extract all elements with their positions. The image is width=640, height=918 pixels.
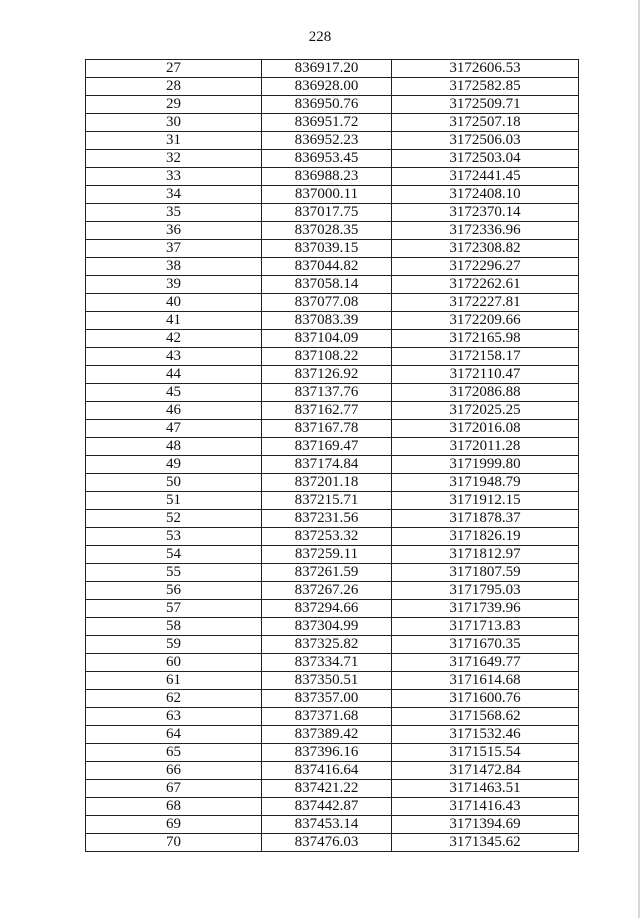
point-number-cell: 40: [86, 294, 262, 312]
table-row: [86, 258, 579, 276]
table-row: [86, 636, 579, 654]
x-coordinate-cell: 837231.56: [262, 510, 392, 528]
point-number-cell: 38: [86, 258, 262, 276]
point-number-cell: 43: [86, 348, 262, 366]
x-coordinate-cell: 837058.14: [262, 276, 392, 294]
x-coordinate-cell: 837261.59: [262, 564, 392, 582]
point-number-cell: 70: [86, 834, 262, 852]
x-coordinate-cell: 837371.68: [262, 708, 392, 726]
y-coordinate-cell: 3171472.84: [392, 762, 579, 780]
y-coordinate-cell: 3172158.17: [392, 348, 579, 366]
point-number-cell: 63: [86, 708, 262, 726]
x-coordinate-cell: 837167.78: [262, 420, 392, 438]
table-row: [86, 222, 579, 240]
point-number-cell: 61: [86, 672, 262, 690]
point-number-cell: 27: [86, 60, 262, 78]
table-row: [86, 420, 579, 438]
x-coordinate-cell: 837169.47: [262, 438, 392, 456]
table-row: [86, 168, 579, 186]
x-coordinate-cell: 837304.99: [262, 618, 392, 636]
x-coordinate-cell: 837017.75: [262, 204, 392, 222]
point-number-cell: 69: [86, 816, 262, 834]
table-row: [86, 456, 579, 474]
page-number: 228: [308, 29, 332, 45]
y-coordinate-cell: 3172408.10: [392, 186, 579, 204]
table-row: [86, 582, 579, 600]
y-coordinate-cell: 3172086.88: [392, 384, 579, 402]
y-coordinate-cell: 3171614.68: [392, 672, 579, 690]
point-number-cell: 30: [86, 114, 262, 132]
point-number-cell: 42: [86, 330, 262, 348]
table-row: [86, 114, 579, 132]
table-row: [86, 564, 579, 582]
y-coordinate-cell: 3171739.96: [392, 600, 579, 618]
table-row: [86, 438, 579, 456]
x-coordinate-cell: 837000.11: [262, 186, 392, 204]
y-coordinate-cell: 3172165.98: [392, 330, 579, 348]
coordinate-table-body: [86, 60, 579, 852]
table-row: [86, 600, 579, 618]
x-coordinate-cell: 837174.84: [262, 456, 392, 474]
x-coordinate-cell: 837389.42: [262, 726, 392, 744]
point-number-cell: 41: [86, 312, 262, 330]
table-row: [86, 618, 579, 636]
x-coordinate-cell: 837028.35: [262, 222, 392, 240]
x-coordinate-cell: 837421.22: [262, 780, 392, 798]
point-number-cell: 29: [86, 96, 262, 114]
table-row: [86, 492, 579, 510]
y-coordinate-cell: 3172016.08: [392, 420, 579, 438]
y-coordinate-cell: 3172506.03: [392, 132, 579, 150]
y-coordinate-cell: 3171713.83: [392, 618, 579, 636]
table-row: [86, 132, 579, 150]
table-row: [86, 798, 579, 816]
x-coordinate-cell: 837201.18: [262, 474, 392, 492]
y-coordinate-cell: 3172441.45: [392, 168, 579, 186]
y-coordinate-cell: 3171812.97: [392, 546, 579, 564]
table-row: [86, 780, 579, 798]
point-number-cell: 56: [86, 582, 262, 600]
x-coordinate-cell: 837108.22: [262, 348, 392, 366]
y-coordinate-cell: 3172308.82: [392, 240, 579, 258]
table-row: [86, 726, 579, 744]
point-number-cell: 54: [86, 546, 262, 564]
table-row: [86, 762, 579, 780]
table-row: [86, 672, 579, 690]
y-coordinate-cell: 3171515.54: [392, 744, 579, 762]
y-coordinate-cell: 3171532.46: [392, 726, 579, 744]
point-number-cell: 67: [86, 780, 262, 798]
point-number-cell: 46: [86, 402, 262, 420]
table-row: [86, 708, 579, 726]
point-number-cell: 34: [86, 186, 262, 204]
x-coordinate-cell: 837083.39: [262, 312, 392, 330]
x-coordinate-cell: 837453.14: [262, 816, 392, 834]
x-coordinate-cell: 837334.71: [262, 654, 392, 672]
y-coordinate-cell: 3172336.96: [392, 222, 579, 240]
x-coordinate-cell: 836928.00: [262, 78, 392, 96]
y-coordinate-cell: 3171999.80: [392, 456, 579, 474]
table-row: [86, 474, 579, 492]
table-row: [86, 366, 579, 384]
y-coordinate-cell: 3172296.27: [392, 258, 579, 276]
point-number-cell: 45: [86, 384, 262, 402]
point-number-cell: 49: [86, 456, 262, 474]
x-coordinate-cell: 837442.87: [262, 798, 392, 816]
x-coordinate-cell: 837476.03: [262, 834, 392, 852]
y-coordinate-cell: 3172370.14: [392, 204, 579, 222]
y-coordinate-cell: 3172606.53: [392, 60, 579, 78]
point-number-cell: 66: [86, 762, 262, 780]
y-coordinate-cell: 3172582.85: [392, 78, 579, 96]
table-row: [86, 510, 579, 528]
point-number-cell: 57: [86, 600, 262, 618]
table-row: [86, 384, 579, 402]
x-coordinate-cell: 837294.66: [262, 600, 392, 618]
point-number-cell: 39: [86, 276, 262, 294]
point-number-cell: 64: [86, 726, 262, 744]
point-number-cell: 52: [86, 510, 262, 528]
x-coordinate-cell: 837259.11: [262, 546, 392, 564]
point-number-cell: 36: [86, 222, 262, 240]
y-coordinate-cell: 3171568.62: [392, 708, 579, 726]
table-row: [86, 348, 579, 366]
table-row: [86, 204, 579, 222]
y-coordinate-cell: 3171600.76: [392, 690, 579, 708]
x-coordinate-cell: 837325.82: [262, 636, 392, 654]
y-coordinate-cell: 3171670.35: [392, 636, 579, 654]
x-coordinate-cell: 837126.92: [262, 366, 392, 384]
table-row: [86, 96, 579, 114]
x-coordinate-cell: 837137.76: [262, 384, 392, 402]
x-coordinate-cell: 836988.23: [262, 168, 392, 186]
y-coordinate-cell: 3171912.15: [392, 492, 579, 510]
point-number-cell: 32: [86, 150, 262, 168]
x-coordinate-cell: 837162.77: [262, 402, 392, 420]
point-number-cell: 51: [86, 492, 262, 510]
y-coordinate-cell: 3172209.66: [392, 312, 579, 330]
x-coordinate-cell: 837044.82: [262, 258, 392, 276]
y-coordinate-cell: 3172262.61: [392, 276, 579, 294]
x-coordinate-cell: 837396.16: [262, 744, 392, 762]
y-coordinate-cell: 3171416.43: [392, 798, 579, 816]
x-coordinate-cell: 837039.15: [262, 240, 392, 258]
x-coordinate-cell: 837104.09: [262, 330, 392, 348]
table-row: [86, 312, 579, 330]
point-number-cell: 65: [86, 744, 262, 762]
point-number-cell: 33: [86, 168, 262, 186]
point-number-cell: 55: [86, 564, 262, 582]
table-row: [86, 546, 579, 564]
y-coordinate-cell: 3172025.25: [392, 402, 579, 420]
y-coordinate-cell: 3171394.69: [392, 816, 579, 834]
table-row: [86, 276, 579, 294]
point-number-cell: 28: [86, 78, 262, 96]
point-number-cell: 48: [86, 438, 262, 456]
table-row: [86, 744, 579, 762]
y-coordinate-cell: 3172509.71: [392, 96, 579, 114]
y-coordinate-cell: 3172503.04: [392, 150, 579, 168]
point-number-cell: 47: [86, 420, 262, 438]
point-number-cell: 31: [86, 132, 262, 150]
table-row: [86, 330, 579, 348]
table-row: [86, 186, 579, 204]
table-row: [86, 60, 579, 78]
point-number-cell: 68: [86, 798, 262, 816]
y-coordinate-cell: 3172507.18: [392, 114, 579, 132]
y-coordinate-cell: 3171948.79: [392, 474, 579, 492]
point-number-cell: 58: [86, 618, 262, 636]
y-coordinate-cell: 3171463.51: [392, 780, 579, 798]
point-number-cell: 60: [86, 654, 262, 672]
table-row: [86, 78, 579, 96]
x-coordinate-cell: 837350.51: [262, 672, 392, 690]
point-number-cell: 53: [86, 528, 262, 546]
x-coordinate-cell: 837267.26: [262, 582, 392, 600]
x-coordinate-cell: 836950.76: [262, 96, 392, 114]
coordinate-table: [85, 59, 579, 852]
point-number-cell: 59: [86, 636, 262, 654]
table-row: [86, 816, 579, 834]
table-row: [86, 654, 579, 672]
x-coordinate-cell: 837416.64: [262, 762, 392, 780]
x-coordinate-cell: 836952.23: [262, 132, 392, 150]
y-coordinate-cell: 3171878.37: [392, 510, 579, 528]
y-coordinate-cell: 3172110.47: [392, 366, 579, 384]
point-number-cell: 35: [86, 204, 262, 222]
x-coordinate-cell: 836917.20: [262, 60, 392, 78]
table-row: [86, 150, 579, 168]
table-row: [86, 834, 579, 852]
y-coordinate-cell: 3171649.77: [392, 654, 579, 672]
y-coordinate-cell: 3172011.28: [392, 438, 579, 456]
point-number-cell: 37: [86, 240, 262, 258]
y-coordinate-cell: 3171795.03: [392, 582, 579, 600]
table-row: [86, 240, 579, 258]
x-coordinate-cell: 836953.45: [262, 150, 392, 168]
x-coordinate-cell: 836951.72: [262, 114, 392, 132]
x-coordinate-cell: 837357.00: [262, 690, 392, 708]
point-number-cell: 62: [86, 690, 262, 708]
x-coordinate-cell: 837253.32: [262, 528, 392, 546]
point-number-cell: 50: [86, 474, 262, 492]
x-coordinate-cell: 837215.71: [262, 492, 392, 510]
table-row: [86, 402, 579, 420]
y-coordinate-cell: 3171807.59: [392, 564, 579, 582]
y-coordinate-cell: 3171826.19: [392, 528, 579, 546]
table-row: [86, 528, 579, 546]
point-number-cell: 44: [86, 366, 262, 384]
table-row: [86, 294, 579, 312]
table-row: [86, 690, 579, 708]
y-coordinate-cell: 3171345.62: [392, 834, 579, 852]
y-coordinate-cell: 3172227.81: [392, 294, 579, 312]
x-coordinate-cell: 837077.08: [262, 294, 392, 312]
